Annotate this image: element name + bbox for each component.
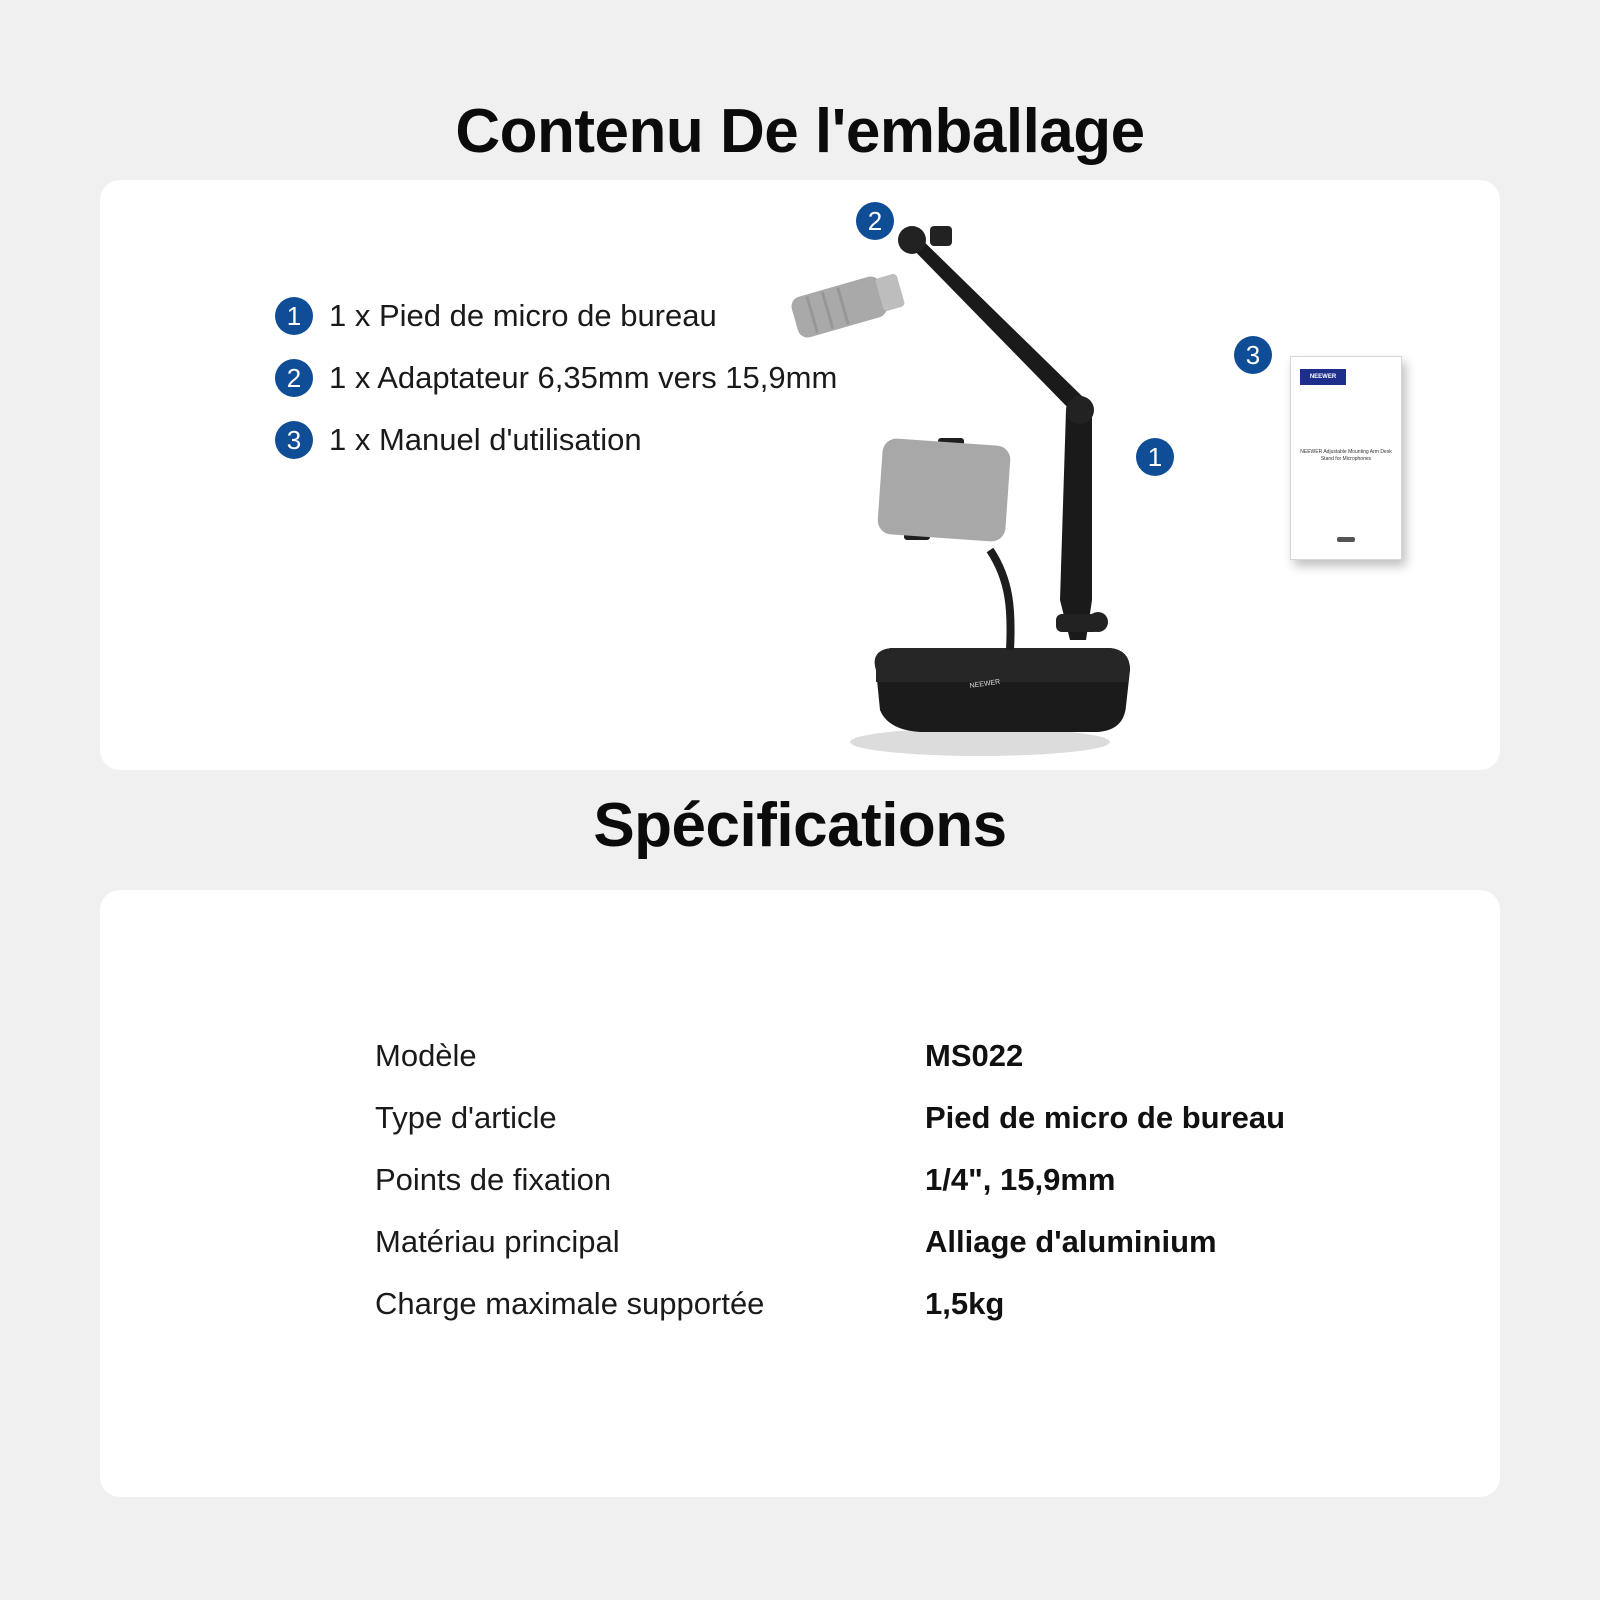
number-badge: 1 xyxy=(275,297,313,335)
contents-title: Contenu De l'emballage xyxy=(455,97,1145,166)
spec-value: Alliage d'aluminium xyxy=(925,1224,1217,1259)
contents-item-text: 1 x Pied de micro de bureau xyxy=(329,298,717,333)
spec-row xyxy=(375,1211,1285,1273)
contents-list xyxy=(275,285,837,471)
contents-item-text: 1 x Manuel d'utilisation xyxy=(329,422,642,457)
callout-badge-2: 2 xyxy=(856,202,894,240)
spec-label: Points de fixation xyxy=(375,1162,612,1197)
spec-label: Type d'article xyxy=(375,1100,557,1135)
spec-row xyxy=(375,1087,1285,1149)
callout-badge-3: 3 xyxy=(1234,336,1272,374)
manual-brand-logo: NEEWER xyxy=(1300,369,1346,385)
contents-card xyxy=(100,180,1500,770)
specs-card xyxy=(100,890,1500,1497)
spec-value: Pied de micro de bureau xyxy=(925,1100,1286,1135)
contents-item-text: 1 x Adaptateur 6,35mm vers 15,9mm xyxy=(329,360,838,395)
spec-row xyxy=(375,1025,1285,1087)
specs-title: Spécifications xyxy=(593,791,1007,860)
spec-value: 1,5kg xyxy=(925,1286,1005,1321)
callout-badge-1: 1 xyxy=(1136,438,1174,476)
number-badge: 2 xyxy=(275,359,313,397)
spec-row xyxy=(375,1149,1285,1211)
user-manual-image xyxy=(1290,356,1402,560)
spec-row xyxy=(375,1273,1285,1335)
specs-table xyxy=(375,1025,1285,1335)
stand-brand-label: NEEWER xyxy=(969,678,1001,690)
manual-model-label xyxy=(1337,537,1355,542)
spec-label: Modèle xyxy=(375,1038,477,1073)
contents-item xyxy=(275,347,837,409)
manual-title: NEEWER Adjustable Mounting Arm Desk Stand for Microphones xyxy=(1300,449,1392,462)
spec-label: Charge maximale supportée xyxy=(375,1286,765,1321)
spec-label: Matériau principal xyxy=(375,1224,620,1259)
spec-value: 1/4", 15,9mm xyxy=(925,1162,1116,1197)
contents-item xyxy=(275,409,837,471)
spec-value: MS022 xyxy=(925,1038,1024,1073)
desk-stand-image xyxy=(780,210,1200,770)
contents-item xyxy=(275,285,837,347)
number-badge: 3 xyxy=(275,421,313,459)
